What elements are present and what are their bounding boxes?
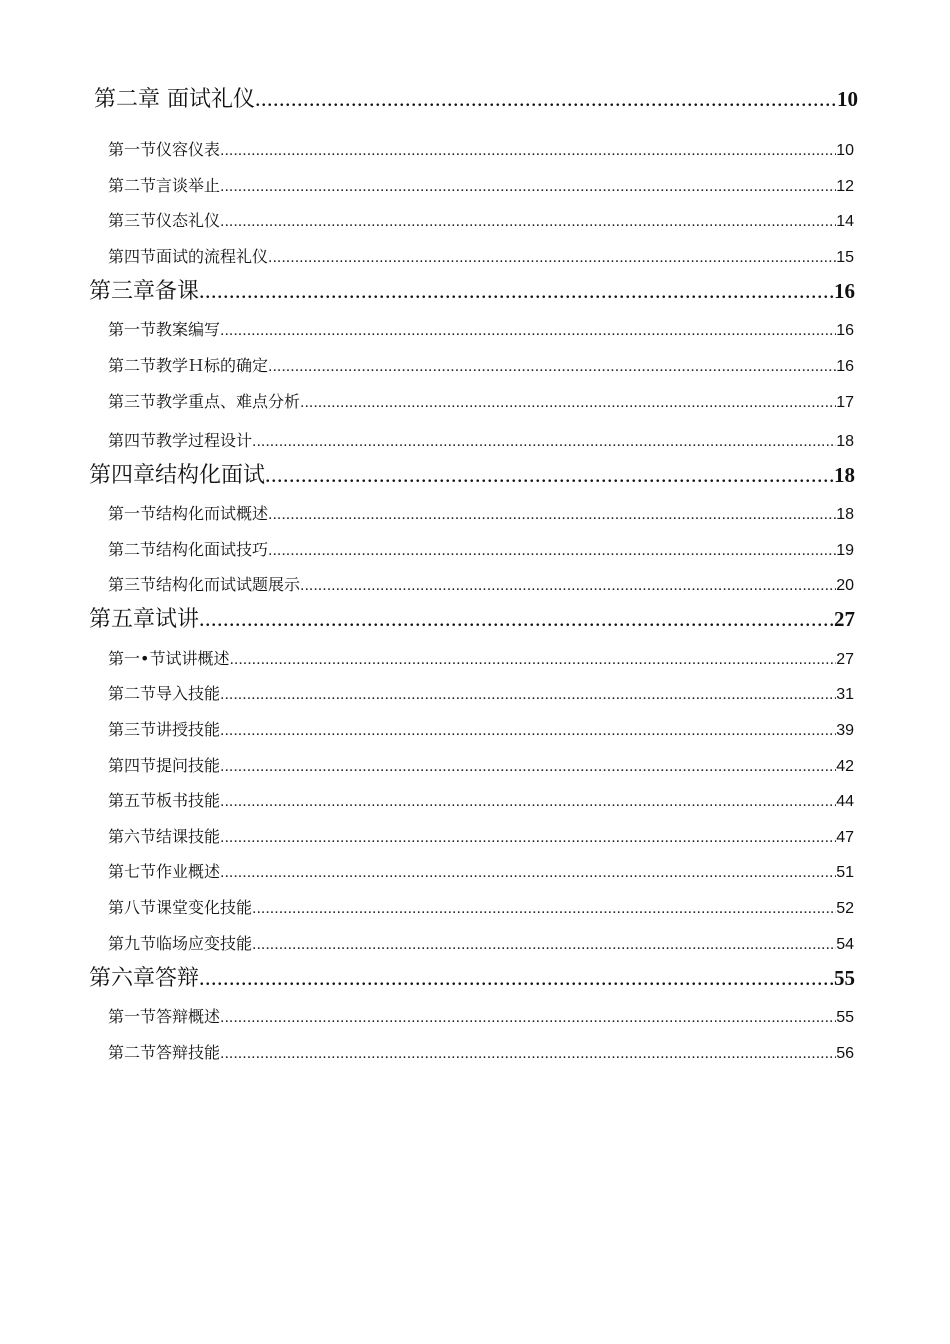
toc-section [108,1040,854,1064]
toc-page: 39 [836,722,854,739]
toc-title: 第一节教案编写 [108,320,221,339]
toc-title: 第二章 面试礼仪 [94,87,255,112]
toc-chapter [94,82,858,114]
toc-page: 16 [836,358,854,375]
toc-leader [255,86,837,112]
toc-page: 54 [836,936,854,953]
toc-page: 10 [837,87,858,111]
toc-page: 20 [836,577,854,594]
toc-leader [199,965,834,991]
toc-leader [220,829,836,847]
toc-title: 第二节导入技能 [108,684,221,703]
toc-page: 15 [836,249,854,266]
toc-section [108,428,854,452]
toc-title: 第三章备课 [89,279,200,304]
toc-page: 52 [836,900,854,917]
toc-page: 42 [836,758,854,775]
toc-leader [268,506,836,524]
toc-title: 第三节教学重点、难点分析 [108,392,301,411]
toc-leader [220,793,836,811]
toc-page: 10 [836,142,854,159]
toc-leader [252,433,836,451]
toc-section [108,501,854,525]
toc-page: 14 [836,213,854,230]
toc-title: 第二节答辩技能 [108,1043,221,1062]
toc-section [108,646,854,670]
toc-section [108,208,854,232]
toc-title: 第一•节试讲概述 [108,649,230,668]
toc-section [108,1004,854,1028]
toc-section [108,244,854,268]
toc-leader [268,358,836,376]
toc-leader [220,1009,836,1027]
toc-chapter [89,961,855,993]
toc-leader [252,900,836,918]
toc-leader [220,686,836,704]
toc-leader [220,178,836,196]
toc-section [108,137,854,161]
toc-leader [220,758,836,776]
toc-leader [268,542,836,560]
toc-section [108,859,854,883]
toc-title: 第二节言谈举止 [108,176,221,195]
toc-leader [220,142,836,160]
toc-section [108,537,854,561]
toc-leader [300,577,836,595]
toc-section [108,681,854,705]
toc-title: 第三节讲授技能 [108,720,221,739]
toc-chapter [89,602,855,634]
toc-section [108,824,854,848]
toc-page: 27 [836,651,854,668]
toc-section [108,788,854,812]
toc-title: 第四节教学过程设计 [108,431,253,450]
toc-page: 55 [836,1009,854,1026]
toc-title: 第六章答辩 [89,966,200,991]
toc-page: 18 [836,506,854,523]
toc-title: 第二节教学Ｈ标的确定 [108,356,269,375]
toc-section [108,389,854,413]
toc-page: 51 [836,864,854,881]
toc-page: 16 [834,279,855,303]
toc-page: 31 [836,686,854,703]
toc-page: 16 [836,322,854,339]
toc-title: 第五章试讲 [89,607,200,632]
toc-leader [268,249,836,267]
toc-leader [265,462,834,488]
toc-section [108,717,854,741]
toc-title: 第三节仪态礼仪 [108,211,221,230]
toc-leader [220,1045,836,1063]
toc-title: 第九节临场应变技能 [108,934,253,953]
toc-leader [220,722,836,740]
toc-page: 18 [834,463,855,487]
toc-page: 55 [834,966,855,990]
toc-title: 第二节结构化面试技巧 [108,540,269,559]
toc-page: 12 [836,178,854,195]
toc-title: 第一节结构化而试概述 [108,504,269,523]
toc-section [108,895,854,919]
toc-leader [199,278,834,304]
toc-leader [229,651,836,669]
toc-leader [252,936,836,954]
toc-page: 17 [836,394,854,411]
toc-leader [220,322,836,340]
toc-page: 18 [836,433,854,450]
toc-title: 第八节课堂变化技能 [108,898,253,917]
toc-leader [220,213,836,231]
toc-section [108,353,854,377]
toc-leader [300,394,836,412]
toc-page: 56 [836,1045,854,1062]
toc-title: 第五节板书技能 [108,791,221,810]
toc-section [108,572,854,596]
toc-title: 第七节作业概述 [108,862,221,881]
toc-section [108,931,854,955]
toc-title: 第四节提问技能 [108,756,221,775]
toc-section [108,317,854,341]
toc-title: 第四章结构化面试 [89,463,266,488]
toc-page: 44 [836,793,854,810]
toc-chapter [89,274,855,306]
toc-title: 第四节面试的流程礼仪 [108,247,269,266]
toc-leader [199,606,834,632]
toc-section [108,753,854,777]
toc-page: 19 [836,542,854,559]
toc-title: 第三节结构化而试试题展示 [108,575,301,594]
toc-title: 第一节答辩概述 [108,1007,221,1026]
toc-leader [220,864,836,882]
toc-page: 27 [834,607,855,631]
toc-chapter [89,458,855,490]
toc-page: 47 [836,829,854,846]
toc-title: 第一节仪容仪表 [108,140,221,159]
toc-section [108,173,854,197]
toc-title: 第六节结课技能 [108,827,221,846]
